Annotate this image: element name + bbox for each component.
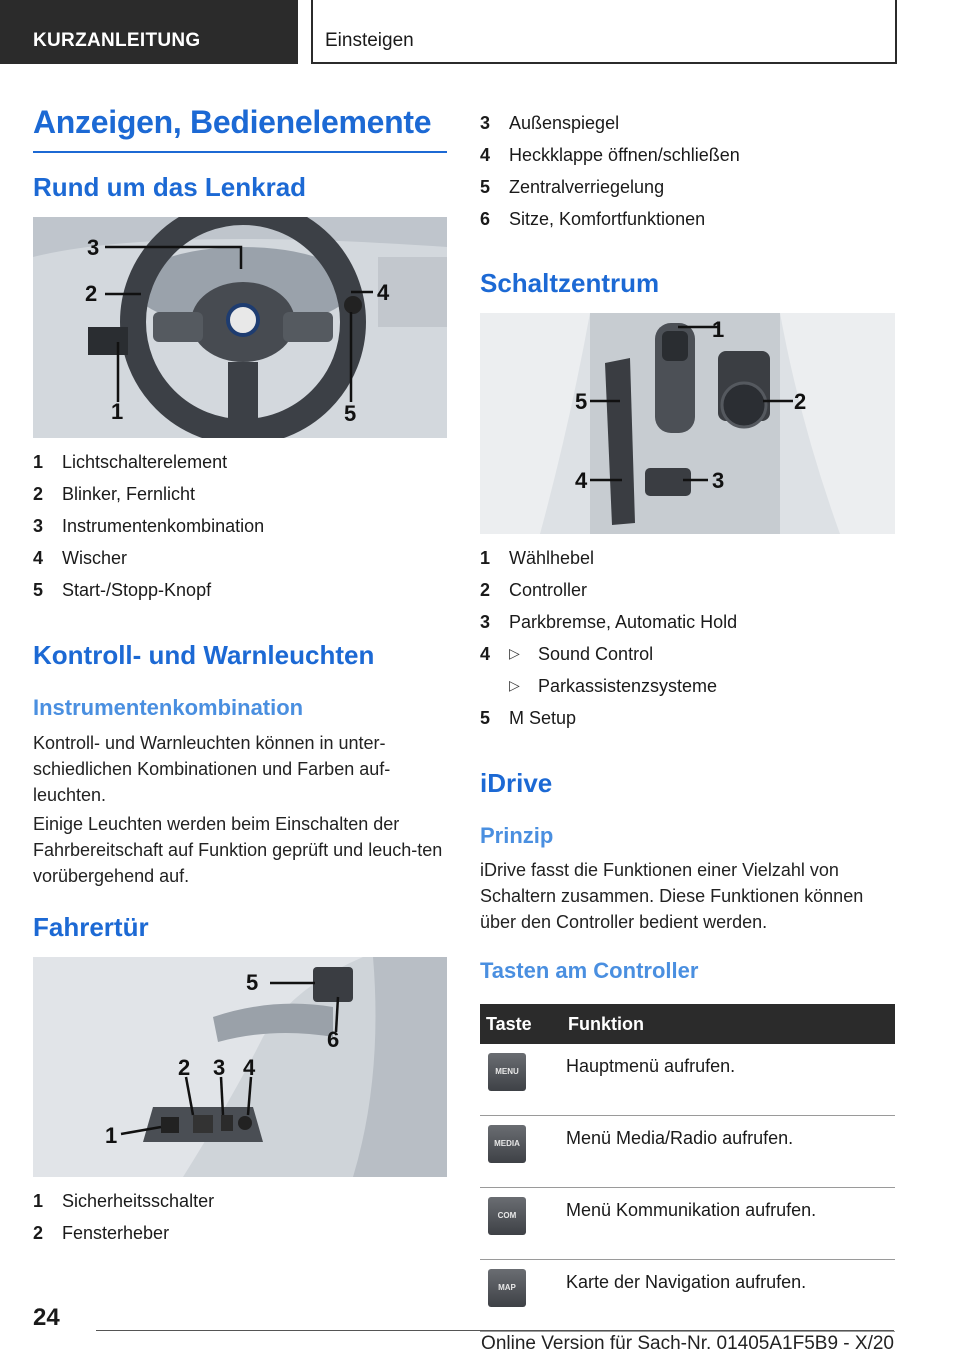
door-callout-3: 3	[213, 1055, 226, 1080]
door-callout-6: 6	[327, 1027, 340, 1052]
table-header-row	[480, 1004, 895, 1044]
list-item: 5 Start-/Stopp-Knopf	[33, 580, 212, 600]
footer-text: Online Version für Sach-Nr. 01405A1F5B9 - X/20	[481, 1333, 894, 1354]
triangle-bullet-icon: ▷	[509, 645, 520, 661]
function-cell: Menü Kommunikation aufrufen.	[562, 1188, 895, 1260]
list-item: 4 ▷ Sound Control	[480, 644, 654, 664]
column-header-function: Funktion	[562, 1004, 895, 1044]
door-callout-1: 1	[105, 1123, 118, 1148]
center-console-photo	[480, 313, 895, 534]
list-item: 2 Controller	[480, 580, 588, 600]
door-callout-4: 4	[243, 1055, 256, 1080]
map-key-icon: MAP	[488, 1269, 526, 1307]
list-item: 5 Zentralverriegelung	[480, 177, 665, 197]
list-item: 4 Wischer	[33, 548, 128, 568]
com-key-icon: COM	[488, 1197, 526, 1235]
console-callout-2: 2	[794, 389, 807, 414]
menu-key-icon: MENU	[488, 1053, 526, 1091]
list-item: 2 Fensterheber	[33, 1223, 170, 1243]
subheading-controller-keys: Tasten am Controller	[480, 958, 699, 983]
driver-door-photo	[33, 957, 447, 1177]
list-item: 1 Wählhebel	[480, 548, 595, 568]
door-callout-5: 5	[246, 970, 259, 995]
header-section-tab	[0, 0, 298, 64]
footer-divider	[96, 1330, 894, 1331]
warning-paragraph-1: Kontroll- und Warnleuchten können in unter-schiedlichen Kombinationen und Farben auf-leuchten.	[33, 733, 391, 805]
function-cell: Hauptmenü aufrufen.	[562, 1044, 895, 1116]
steering-legend	[33, 448, 447, 608]
heading-center-console: Schaltzentrum	[480, 268, 660, 298]
header-section-label: KURZANLEITUNG	[33, 30, 201, 51]
list-item: 5 M Setup	[480, 708, 577, 728]
list-item: 1 Lichtschalterelement	[33, 452, 228, 472]
heading-steering: Rund um das Lenkrad	[33, 172, 307, 202]
header-chapter-label: Einsteigen	[325, 30, 414, 51]
list-item: 3 Parkbremse, Automatic Hold	[480, 612, 738, 632]
steering-wheel-illustration	[33, 217, 447, 438]
media-key-icon: MEDIA	[488, 1125, 526, 1163]
center-console-illustration	[480, 313, 895, 534]
steering-callout-1: 1	[111, 399, 124, 424]
steering-callout-5: 5	[344, 401, 357, 426]
steering-callout-4: 4	[377, 280, 390, 305]
subheading-instrument-cluster: Instrumentenkombination	[33, 695, 304, 720]
subheading-principle: Prinzip	[480, 823, 554, 848]
list-item: 3 Instrumentenkombination	[33, 516, 265, 536]
steering-callout-2: 2	[85, 281, 98, 306]
idrive-paragraph: iDrive fasst die Funktionen einer Vielzahl von Schaltern zusammen. Diese Funktionen können über den Controller bedient werden.	[480, 860, 864, 932]
door-legend	[33, 1187, 447, 1251]
steering-wheel-photo	[33, 217, 447, 438]
driver-door-illustration	[33, 957, 447, 1177]
heading-warning-lights: Kontroll- und Warnleuchten	[33, 640, 375, 670]
console-callout-5: 5	[575, 389, 588, 414]
table-row	[480, 1260, 895, 1332]
page-title: Anzeigen, Bedienelemente	[33, 104, 447, 153]
steering-callout-3: 3	[87, 235, 100, 260]
heading-driver-door: Fahrertür	[33, 912, 149, 942]
list-item: 1 Sicherheitsschalter	[33, 1191, 215, 1211]
page-number: 24	[33, 1304, 60, 1331]
function-cell: Menü Media/Radio aufrufen.	[562, 1116, 895, 1188]
list-item: 6 Sitze, Komfortfunktionen	[480, 209, 706, 229]
table-row	[480, 1116, 895, 1188]
column-header-key: Taste	[480, 1004, 562, 1044]
console-callout-3: 3	[712, 468, 725, 493]
door-legend-continued	[480, 109, 895, 237]
function-cell: Karte der Navigation aufrufen.	[562, 1260, 895, 1332]
list-item: ▷ Parkassistenzsysteme	[509, 676, 718, 696]
controller-keys-table	[480, 1004, 895, 1332]
warning-paragraph-2: Einige Leuchten werden beim Einschalten der Fahrbereitschaft auf Funktion geprüft und leuch-ten vorübergehend auf.	[33, 814, 443, 886]
table-row	[480, 1044, 895, 1116]
console-legend	[480, 544, 895, 736]
list-item: 4 Heckklappe öffnen/schließen	[480, 145, 740, 165]
list-item: 3 Außenspiegel	[480, 113, 620, 133]
header-chapter-box	[311, 0, 897, 64]
heading-idrive: iDrive	[480, 768, 553, 798]
console-callout-4: 4	[575, 468, 588, 493]
door-callout-2: 2	[178, 1055, 191, 1080]
console-callout-1: 1	[712, 317, 725, 342]
list-item: 2 Blinker, Fernlicht	[33, 484, 196, 504]
triangle-bullet-icon: ▷	[509, 677, 520, 693]
table-row	[480, 1188, 895, 1260]
